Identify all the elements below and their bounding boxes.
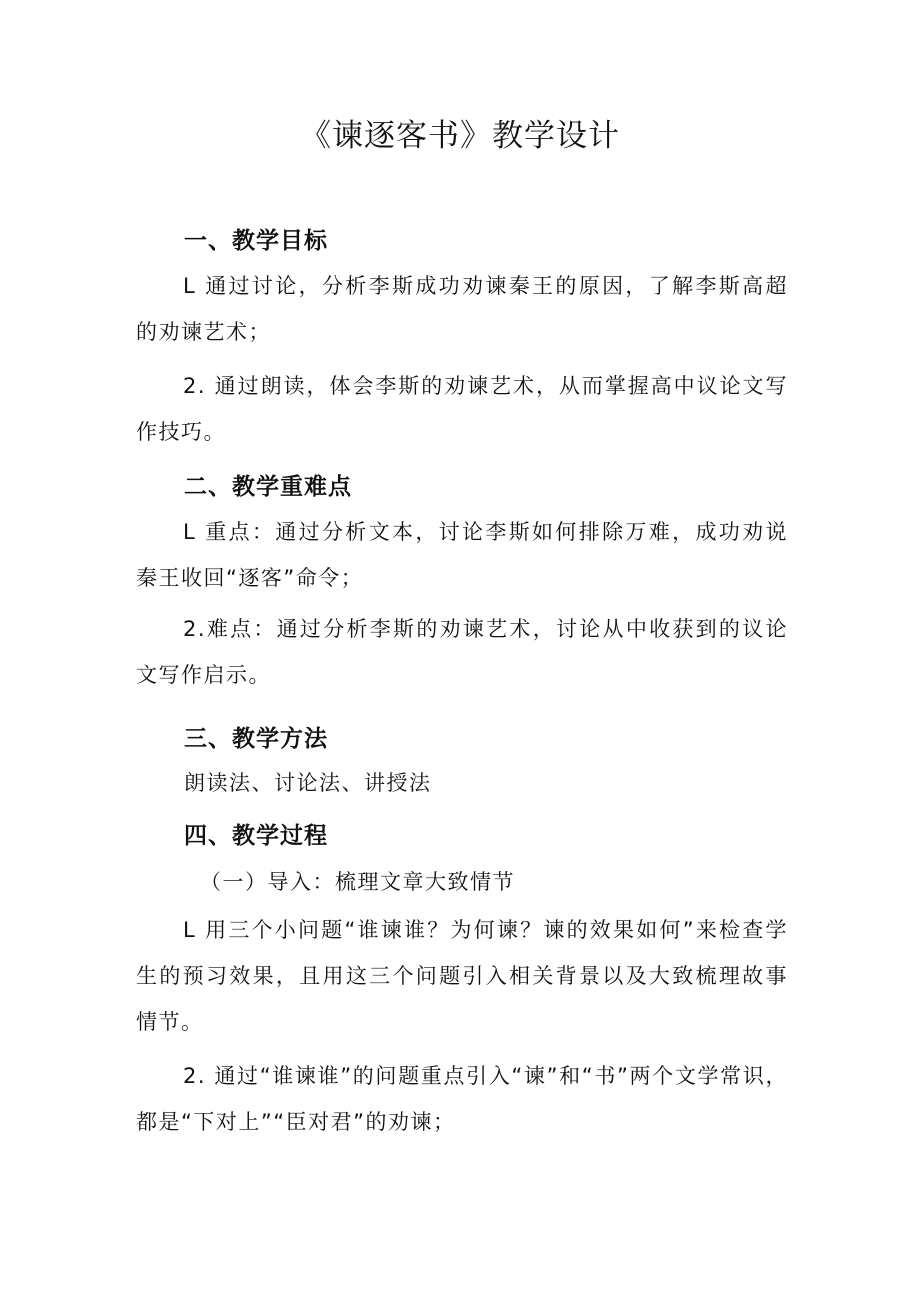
section-heading-objectives: 一、教学目标 [184,228,328,254]
section-heading-process: 四、教学过程 [184,823,328,849]
paragraph-process-2: 2. 通过“谁谏谁”的问题重点引入“谏”和“书”两个文学常识，都是“下对上”“臣对君”的劝谏； [136,1064,788,1134]
section-heading-methods: 三、教学方法 [184,726,328,752]
paragraph-key-point: L 重点：通过分析文本，讨论李斯如何排除万难，成功劝说秦王收回“逐客”命令； [136,520,788,590]
paragraph-process-1: L 用三个小问题“谁谏谁？为何谏？谏的效果如何”来检查学生的预习效果，且用这三个问题引入相关背景以及大致梳理故事情节。 [136,918,788,1034]
subheading-introduction: （一）导入：梳理文章大致情节 [200,870,515,894]
paragraph-methods: 朗读法、讨论法、讲授法 [184,771,432,795]
section-heading-key-points: 二、教学重难点 [184,474,352,500]
paragraph-objective-1: L 通过讨论，分析李斯成功劝谏秦王的原因，了解李斯高超的劝谏艺术； [136,274,788,344]
paragraph-difficulty: 2.难点：通过分析李斯的劝谏艺术，讨论从中收获到的议论文写作启示。 [136,617,788,687]
document-title: 《谏逐客书》教学设计 [300,118,620,154]
paragraph-objective-2: 2. 通过朗读，体会李斯的劝谏艺术，从而掌握高中议论文写作技巧。 [136,374,788,444]
